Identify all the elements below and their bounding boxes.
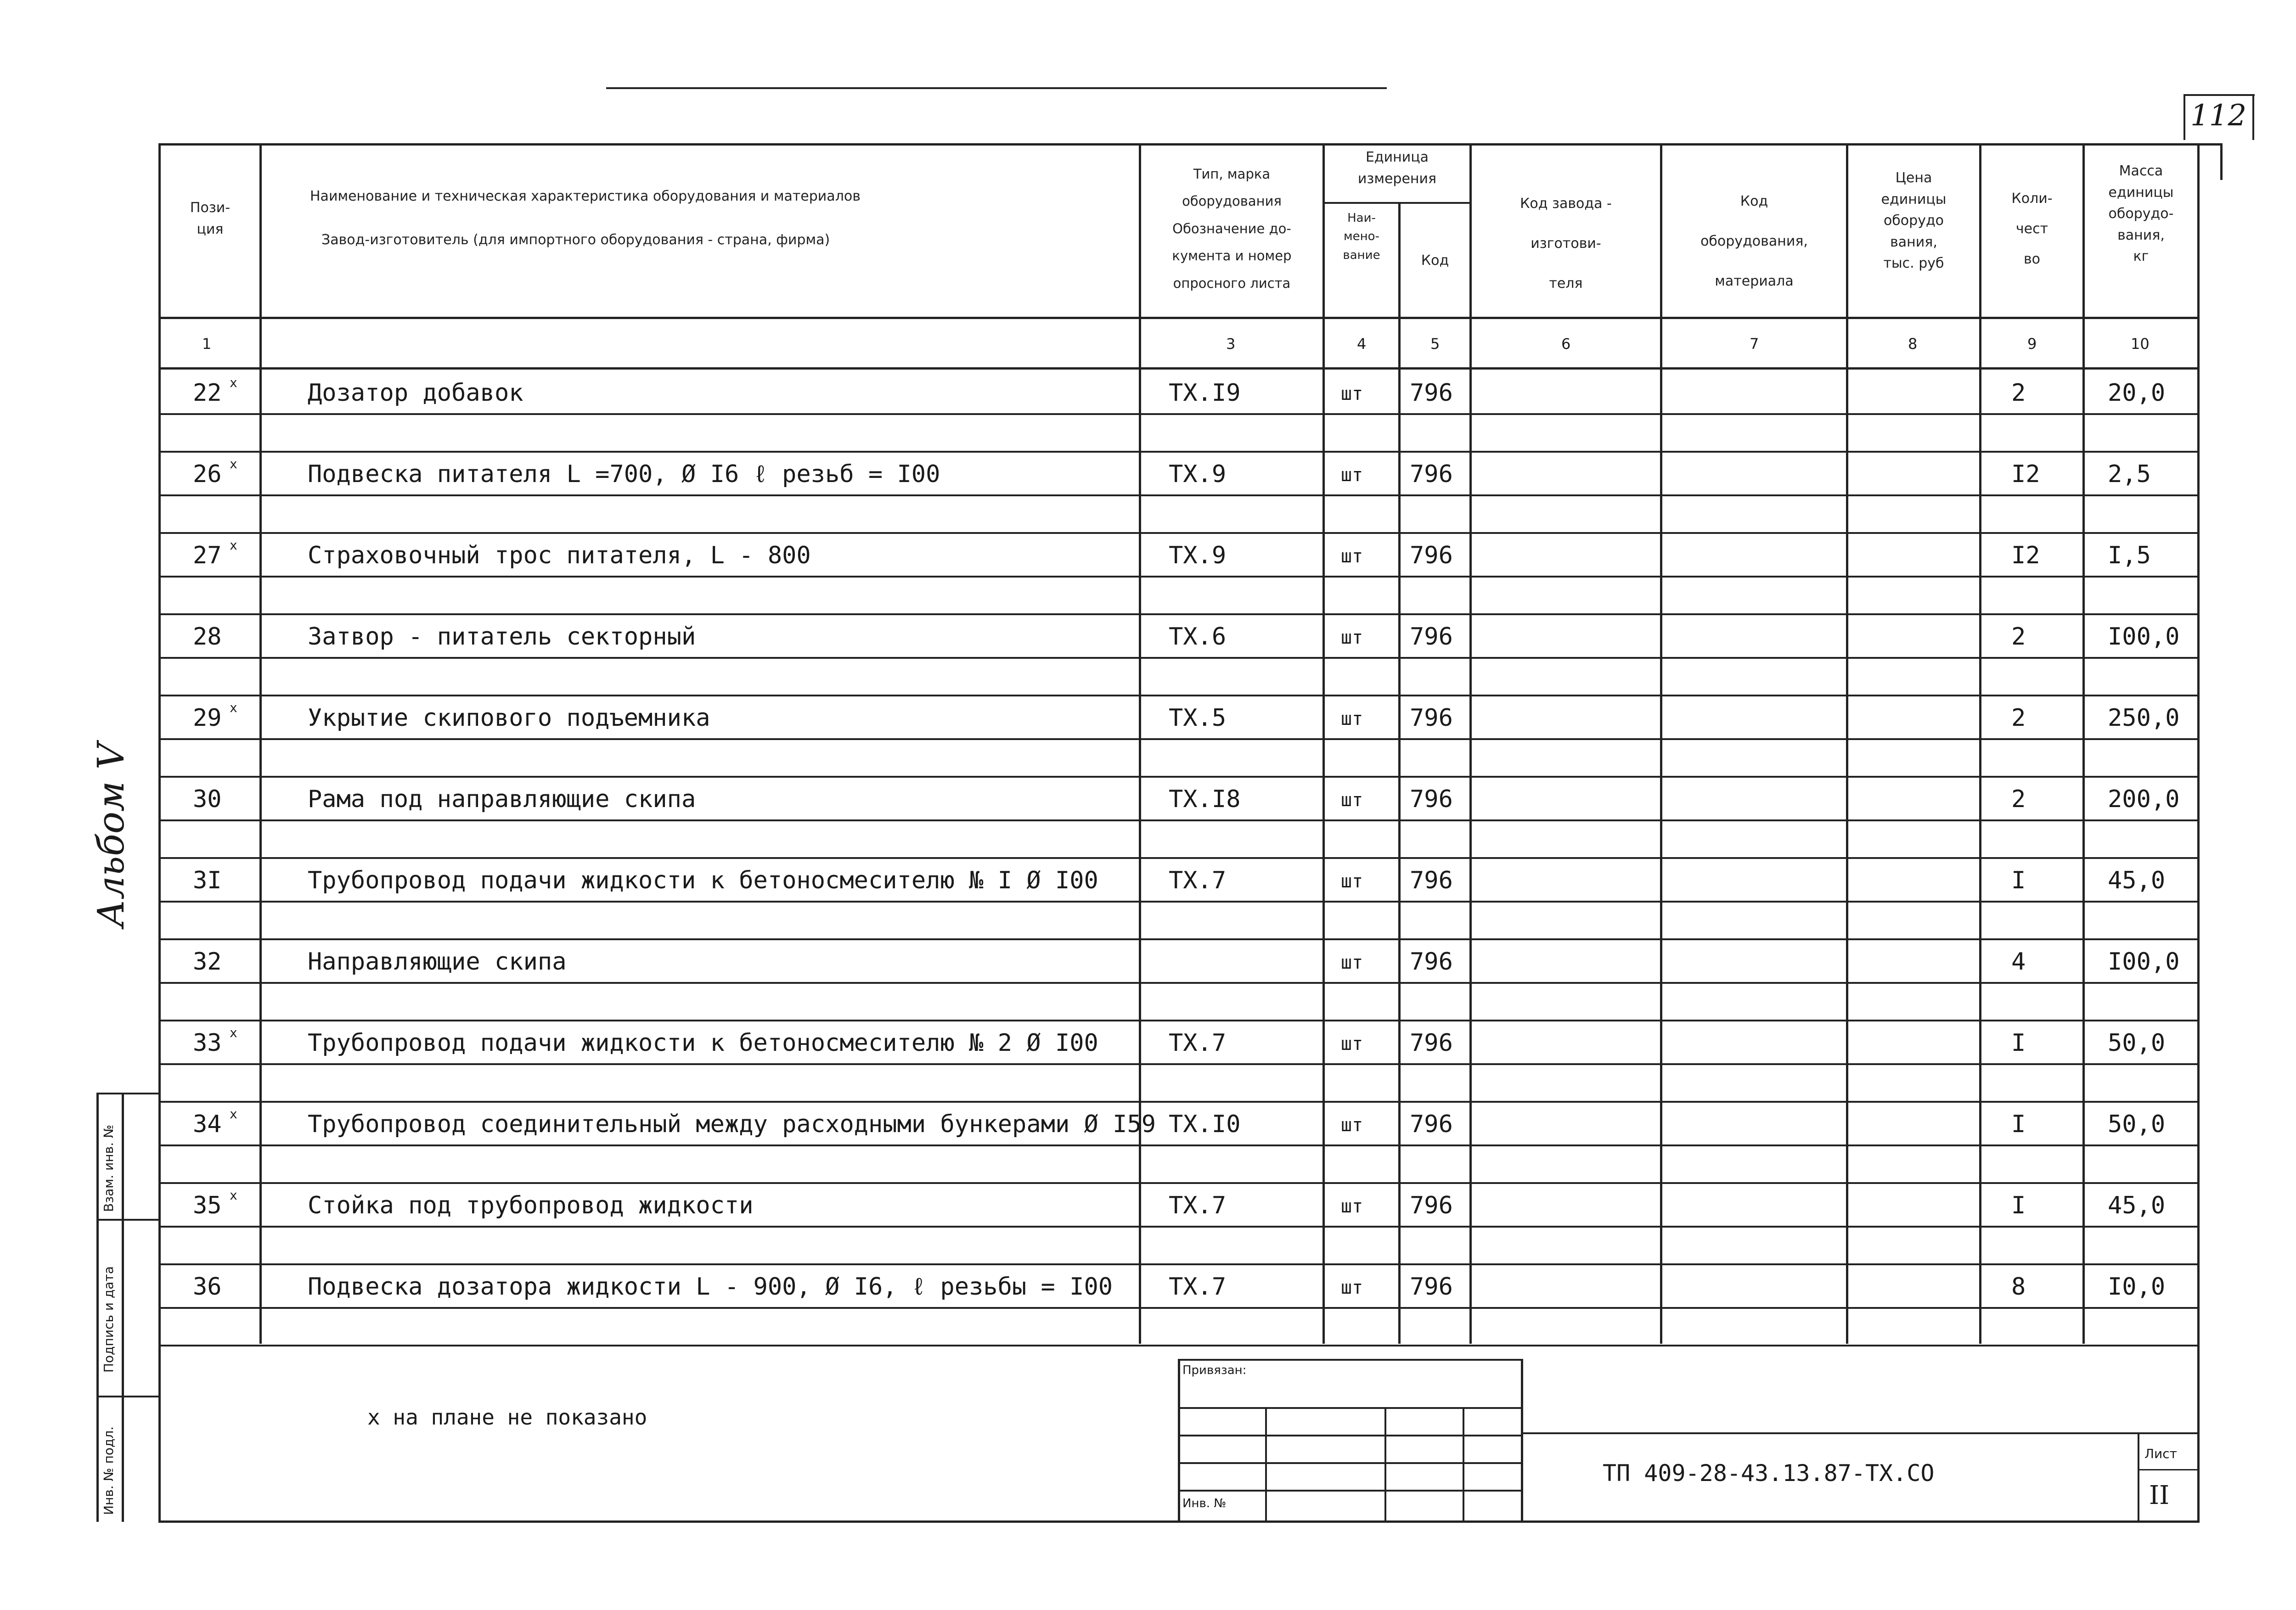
row-line (158, 1182, 2200, 1184)
row-line (158, 1226, 2200, 1228)
sheet-box-split (2138, 1469, 2200, 1470)
row-name: Затвор - питатель секторный (308, 623, 696, 651)
colnum-9: 9 (2027, 335, 2037, 353)
unit-split-line (1322, 202, 1469, 204)
row-unit: шт (1341, 790, 1363, 811)
row-type: ТХ.9 (1169, 460, 1227, 488)
top-rule (606, 87, 1387, 89)
row-mass: 20,0 (2108, 379, 2166, 407)
header-unit: Единица измерения (1357, 149, 1437, 187)
col-line-9 (2082, 143, 2085, 1344)
row-mass: 200,0 (2108, 785, 2180, 813)
side-stamp-sep1 (96, 1219, 161, 1221)
row-name: Укрытие скипового подъемника (308, 704, 710, 732)
row-qty: I (2011, 1111, 2026, 1138)
sheet-box-left (2138, 1432, 2139, 1520)
row-unit: шт (1341, 952, 1363, 973)
frame-right (2197, 143, 2200, 1523)
colnum-line (158, 367, 2200, 370)
header-pos: Пози- ция (190, 200, 231, 237)
row-line (158, 1307, 2200, 1309)
row-mass: 45,0 (2108, 867, 2166, 894)
stamp-col2 (1384, 1407, 1386, 1520)
album-label: Альбом V (90, 743, 132, 927)
row-line (158, 451, 2200, 453)
row-code: 796 (1410, 785, 1453, 813)
row-line (158, 776, 2200, 778)
row-footnote-mark: x (230, 1025, 237, 1040)
row-line (158, 982, 2200, 984)
row-line (158, 857, 2200, 859)
col-line-3 (1322, 143, 1325, 1344)
row-footnote-mark: x (230, 700, 237, 715)
frame-bottom (158, 1520, 2200, 1523)
row-mass: I00,0 (2108, 948, 2180, 976)
row-line (158, 1101, 2200, 1103)
sheet-label: Лист (2144, 1446, 2177, 1461)
header-mass: Масса единицы оборудо- вания, кг (2108, 163, 2174, 264)
row-qty: 2 (2011, 379, 2026, 407)
colnum-8: 8 (1908, 335, 1918, 353)
colnum-7: 7 (1750, 335, 1759, 353)
row-type: ТХ.I9 (1169, 379, 1241, 407)
row-pos: 30 (193, 785, 222, 813)
row-mass: I0,0 (2108, 1273, 2166, 1301)
frame-top (158, 143, 2223, 146)
row-pos: 29 (193, 704, 222, 732)
row-footnote-mark: x (230, 1188, 237, 1203)
row-type: ТХ.9 (1169, 542, 1227, 569)
row-qty: I (2011, 1192, 2026, 1219)
side-label-signature: Подпись и дата (101, 1266, 116, 1373)
row-line (158, 738, 2200, 740)
colnum-4: 4 (1357, 335, 1367, 353)
row-unit: шт (1341, 1196, 1363, 1217)
row-name: Подвеска дозатора жидкости L - 900, Ø I6, ℓ резьбы = I00 (308, 1273, 1113, 1301)
row-qty: I2 (2011, 542, 2040, 569)
row-qty: 2 (2011, 785, 2026, 813)
row-name: Дозатор добавок (308, 379, 523, 407)
colnum-3: 3 (1226, 335, 1236, 353)
header-qty: Коли- чест во (2011, 191, 2053, 267)
col-line-4 (1398, 202, 1401, 1344)
row-line (158, 1063, 2200, 1065)
header-line (158, 317, 2200, 319)
row-line (158, 1345, 2200, 1346)
row-line (158, 1020, 2200, 1021)
row-unit: шт (1341, 1115, 1363, 1136)
row-unit: шт (1341, 627, 1363, 648)
stamp-row4 (1178, 1490, 1522, 1492)
row-code: 796 (1410, 867, 1453, 894)
row-mass: 2,5 (2108, 460, 2151, 488)
row-mass: 250,0 (2108, 704, 2180, 732)
row-line (158, 413, 2200, 415)
row-footnote-mark: x (230, 538, 237, 553)
row-line (158, 901, 2200, 903)
row-name: Направляющие скипа (308, 948, 567, 976)
header-price: Цена единицы оборудо вания, тыс. руб (1881, 170, 1947, 271)
stamp-divider (1521, 1359, 1523, 1520)
row-type: ТХ.7 (1169, 1192, 1227, 1219)
sheet-number-box-right (2252, 94, 2254, 140)
stamp-inv: Инв. № (1182, 1497, 1227, 1510)
row-line (158, 1263, 2200, 1265)
col-line-8 (1979, 143, 1981, 1344)
row-line (158, 657, 2200, 659)
row-pos: 3I (193, 867, 222, 894)
row-name: Страховочный трос питателя, L - 800 (308, 542, 811, 569)
row-pos: 22 (193, 379, 222, 407)
colnum-1: 1 (202, 335, 212, 353)
row-code: 796 (1410, 1192, 1453, 1219)
row-name: Трубопровод подачи жидкости к бетоносмесителю № 2 Ø I00 (308, 1029, 1098, 1057)
header-name-2: Завод-изготовитель (для импортного оборудования - страна, фирма) (321, 232, 830, 248)
row-footnote-mark: x (230, 1106, 237, 1122)
row-pos: 32 (193, 948, 222, 976)
row-pos: 34 (193, 1111, 222, 1138)
row-name: Стойка под трубопровод жидкости (308, 1192, 754, 1219)
row-line (158, 1144, 2200, 1146)
header-name: Наименование и техническая характеристика оборудования и материалов (310, 188, 861, 204)
stamp-top (1178, 1359, 1522, 1361)
row-footnote-mark: x (230, 456, 237, 471)
side-stamp-top (96, 1093, 161, 1094)
sheet-number-box-top (2183, 94, 2255, 96)
header-maker: Код завода - изготови- теля (1520, 196, 1612, 292)
row-code: 796 (1410, 460, 1453, 488)
row-pos: 27 (193, 542, 222, 569)
row-pos: 33 (193, 1029, 222, 1057)
col-line-1 (259, 143, 262, 1344)
header-type: Тип, марка оборудования Обозначение до- кумента и номер опросного листа (1172, 166, 1292, 291)
row-qty: 8 (2011, 1273, 2026, 1301)
footnote: x на плане не показано (367, 1405, 647, 1430)
stamp-linked: Привязан: (1182, 1363, 1247, 1377)
row-mass: 50,0 (2108, 1111, 2166, 1138)
row-unit: шт (1341, 871, 1363, 892)
row-qty: 4 (2011, 948, 2026, 976)
header-unit-name: Наи- мено- вание (1343, 211, 1380, 262)
row-qty: 2 (2011, 704, 2026, 732)
sheet-value: II (2149, 1481, 2170, 1510)
row-name: Рама под направляющие скипа (308, 785, 696, 813)
sheet-number-box-left (2183, 94, 2185, 140)
row-mass: 50,0 (2108, 1029, 2166, 1057)
col-line-6 (1660, 143, 1662, 1344)
row-type: ТХ.I8 (1169, 785, 1241, 813)
row-mass: I,5 (2108, 542, 2151, 569)
title-line (1521, 1432, 2200, 1434)
stamp-row1 (1178, 1407, 1522, 1409)
row-code: 796 (1410, 1029, 1453, 1057)
row-type: ТХ.7 (1169, 1273, 1227, 1301)
row-code: 796 (1410, 1273, 1453, 1301)
side-label-replace: Взам. инв. № (101, 1124, 116, 1212)
stamp-left (1178, 1359, 1180, 1520)
row-line (158, 532, 2200, 534)
sheet-number: 112 (2190, 99, 2247, 133)
row-code: 796 (1410, 1111, 1453, 1138)
row-unit: шт (1341, 1033, 1363, 1055)
row-qty: I2 (2011, 460, 2040, 488)
col-line-7 (1846, 143, 1848, 1344)
row-pos: 36 (193, 1273, 222, 1301)
row-qty: 2 (2011, 623, 2026, 651)
row-line (158, 576, 2200, 578)
header-unit-code: Код (1421, 252, 1449, 269)
row-line (158, 819, 2200, 821)
side-stamp-sep2 (96, 1396, 161, 1397)
col-line-2 (1139, 143, 1141, 1344)
doc-code: ТП 409-28-43.13.87-ТХ.СО (1603, 1460, 1935, 1487)
row-name: Трубопровод подачи жидкости к бетоносмесителю № I Ø I00 (308, 867, 1098, 894)
row-code: 796 (1410, 623, 1453, 651)
row-pos: 26 (193, 460, 222, 488)
frame-left (158, 143, 161, 1523)
row-code: 796 (1410, 948, 1453, 976)
row-type: ТХ.7 (1169, 1029, 1227, 1057)
side-stamp-left (96, 1093, 99, 1522)
row-unit: шт (1341, 465, 1363, 486)
row-mass: I00,0 (2108, 623, 2180, 651)
colnum-6: 6 (1561, 335, 1571, 353)
row-unit: шт (1341, 708, 1363, 729)
stamp-col1 (1265, 1407, 1267, 1520)
row-type: ТХ.6 (1169, 623, 1227, 651)
stamp-row2 (1178, 1435, 1522, 1436)
colnum-10: 10 (2131, 335, 2150, 353)
side-stamp-divider (122, 1093, 124, 1522)
stamp-col3 (1463, 1407, 1464, 1520)
colnum-5: 5 (1430, 335, 1440, 353)
row-type: ТХ.7 (1169, 867, 1227, 894)
row-code: 796 (1410, 379, 1453, 407)
row-type: ТХ.5 (1169, 704, 1227, 732)
row-footnote-mark: x (230, 375, 237, 390)
row-pos: 35 (193, 1192, 222, 1219)
row-line (158, 695, 2200, 696)
row-qty: I (2011, 1029, 2026, 1057)
row-name: Подвеска питателя L =700, Ø I6 ℓ резьб = I00 (308, 460, 940, 488)
row-line (158, 613, 2200, 615)
stamp-row3 (1178, 1462, 1522, 1464)
row-type: ТХ.I0 (1169, 1111, 1241, 1138)
row-line (158, 938, 2200, 940)
row-unit: шт (1341, 546, 1363, 567)
row-qty: I (2011, 867, 2026, 894)
row-line (158, 494, 2200, 496)
row-code: 796 (1410, 704, 1453, 732)
frame-right-stub (2220, 143, 2223, 180)
row-unit: шт (1341, 383, 1363, 404)
row-unit: шт (1341, 1277, 1363, 1298)
row-pos: 28 (193, 623, 222, 651)
header-equip: Код оборудования, материала (1700, 193, 1808, 289)
row-code: 796 (1410, 542, 1453, 569)
row-name: Трубопровод соединительный между расходными бункерами Ø I59 (308, 1111, 1156, 1138)
side-label-inventory: Инв. № подл. (101, 1426, 116, 1515)
col-line-5 (1469, 143, 1472, 1344)
row-mass: 45,0 (2108, 1192, 2166, 1219)
